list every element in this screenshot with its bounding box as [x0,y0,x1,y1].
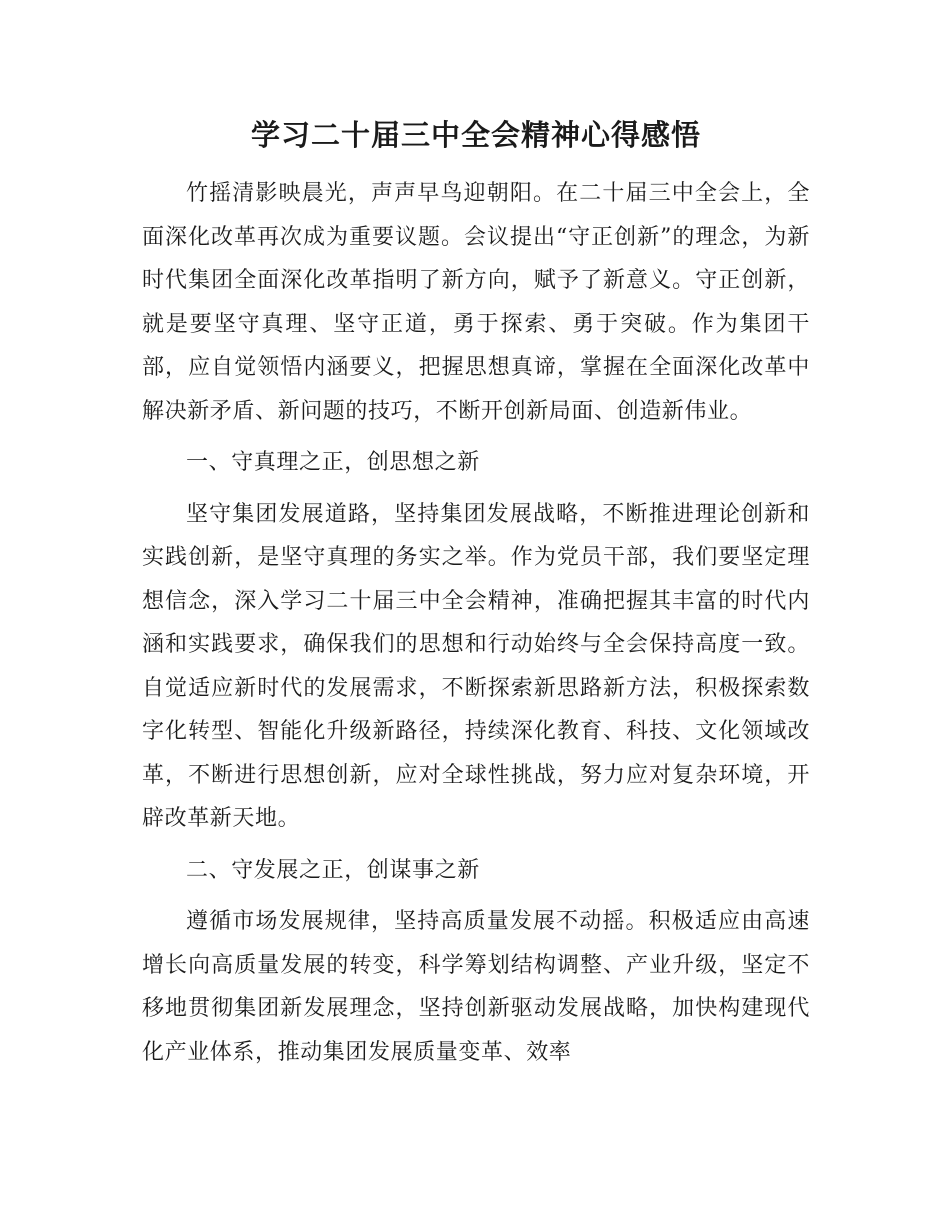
section-1-heading: 一、守真理之正，创思想之新 [186,450,480,475]
paragraph-gap [142,433,810,441]
section-2-heading: 二、守发展之正，创谋事之新 [186,857,480,883]
section-1-paragraph: 坚守集团发展道路，坚持集团发展战略，不断推进理论创新和实践创新，是坚守真理的务实之举。作为党员干部，我们要坚定理想信念，深入学习二十届三中全会精神，准确把握其丰富的时代内涵和实践要求，确保我们的思想和行动始终与全会保持高度一致。自觉适应新时代的发展需求，不断探索新思路新方法，积极探索数字化转型、智能化升级新路径，持续深化教育、科技、文化领域改革，不断进行思想创新，应对全球性挑战，努力应对复杂环境，开辟改革新天地。 [142,501,810,831]
document-title: 学习二十届三中全会精神心得感悟 [250,118,701,152]
intro-paragraph: 竹摇清影映晨光，声声早鸟迎朝阳。在二十届三中全会上，全面深化改革再次成为重要议题。会议提出“守正创新”的理念，为新时代集团全面深化改革指明了新方向，赋予了新意义。守正创新，就是要坚守真理、坚守正道，勇于探索、勇于突破。作为集团干部，应自觉领悟内涵要义，把握思想真谛，掌握在全面深化改革中解决新矛盾、新问题的技巧，不断开创新局面、创造新伟业。 [142,181,810,424]
paragraph-gap [142,892,810,900]
document-body [142,172,810,1074]
section-2-paragraph: 遵循市场发展规律，坚持高质量发展不动摇。积极适应由高速增长向高质量发展的转变，科学筹划结构调整、产业升级，坚定不移地贯彻集团新发展理念，坚持创新驱动发展战略，加快构建现代化产业体系，推动集团发展质量变革、效率 [142,909,810,1065]
paragraph-gap [142,485,810,493]
paragraph-gap [142,841,810,849]
